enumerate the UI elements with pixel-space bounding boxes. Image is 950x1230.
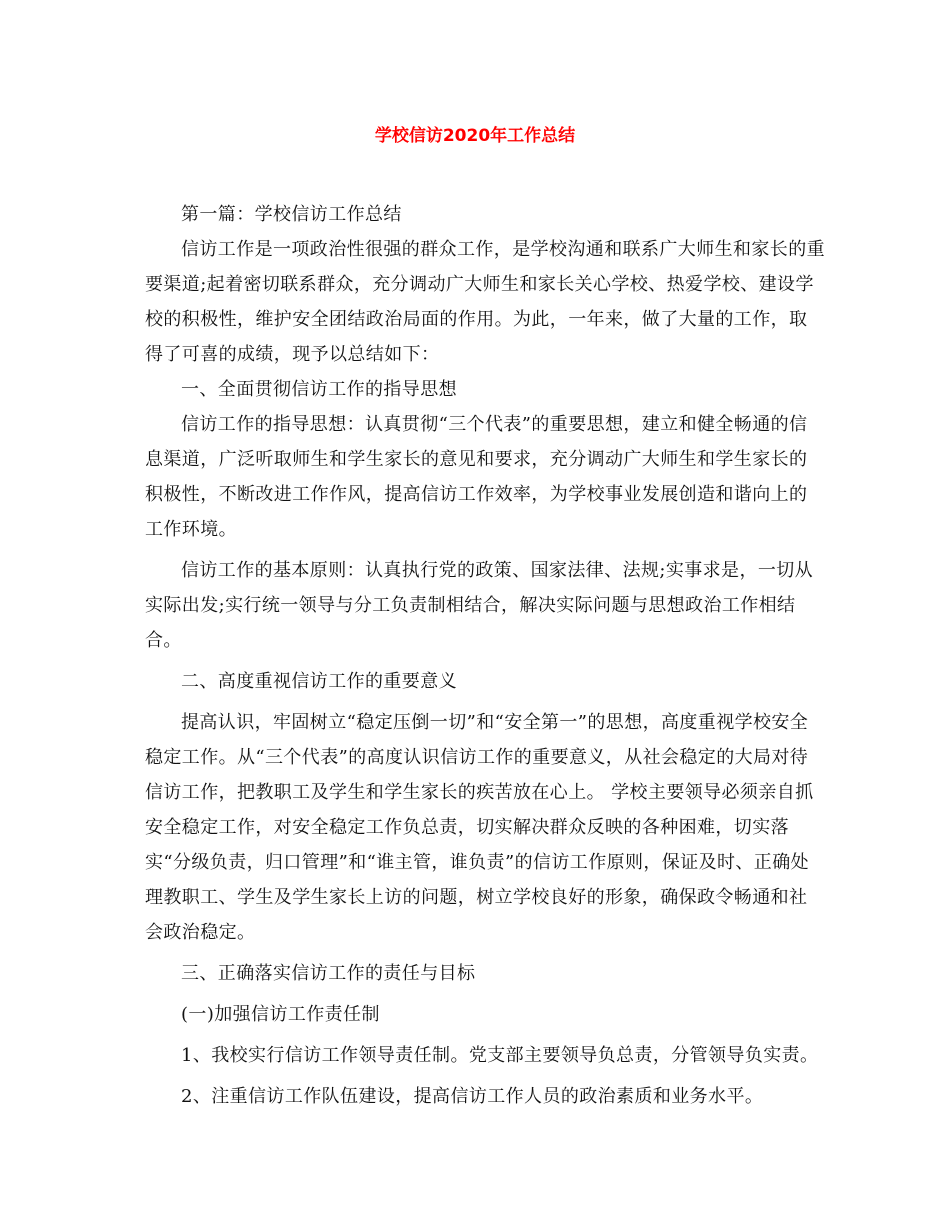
- list-item: 2、注重信访工作队伍建设，提高信访工作人员的政治素质和业务水平。: [181, 1086, 764, 1107]
- document-title: 学校信访2020年工作总结: [374, 126, 576, 146]
- paragraph: 信访工作的基本原则：认真执行党的政策、国家法律、法规;实事求是，一切从实际出发;实行统一领导与分工负责制相结合，解决实际问题与思想政治工作相结合。: [145, 560, 814, 651]
- paragraph: 提高认识，牢固树立“稳定压倒一切”和“安全第一”的思想，高度重视学校安全稳定工作。从“三个代表”的高度认识信访工作的重要意义，从社会稳定的大局对待信访工作，把教职工及学生和学生家长的疾苦放在心上。 学校主要领导必须亲自抓安全稳定工作，对安全稳定工作负总责，切实解决群众反映的各种困难，切实落实“分级负责，归口管理”和“谁主管，谁负责”的信访工作原则，保证及时、正确处理教职工、学生及学生家长上访的问题，树立学校良好的形象，确保政令畅通和社会政治稳定。: [145, 712, 814, 943]
- list-item: 1、我校实行信访工作领导责任制。党支部主要领导负总责，分管领导负实责。: [181, 1045, 819, 1066]
- subsection-heading: (一)加强信访工作责任制: [181, 1004, 380, 1025]
- section-heading: 二、高度重视信访工作的重要意义: [181, 671, 457, 692]
- paragraph: 信访工作的指导思想：认真贯彻“三个代表”的重要思想，建立和健全畅通的信息渠道，广泛听取师生和学生家长的意见和要求，充分调动广大师生和学生家长的积极性，不断改进工作作风，提高信访工作效率，为学校事业发展创造和谐向上的工作环境。: [145, 414, 808, 540]
- section-heading: 一、全面贯彻信访工作的指导思想: [181, 379, 457, 400]
- paragraph: 信访工作是一项政治性很强的群众工作，是学校沟通和联系广大师生和家长的重要渠道;起着密切联系群众，充分调动广大师生和家长关心学校、热爱学校、建设学校的积极性，维护安全团结政治局面的作用。为此，一年来，做了大量的工作，取得了可喜的成绩，现予以总结如下：: [145, 239, 825, 365]
- section-heading: 第一篇：学校信访工作总结: [181, 204, 402, 225]
- document-body: [145, 197, 825, 1114]
- section-heading: 三、正确落实信访工作的责任与目标: [181, 963, 476, 984]
